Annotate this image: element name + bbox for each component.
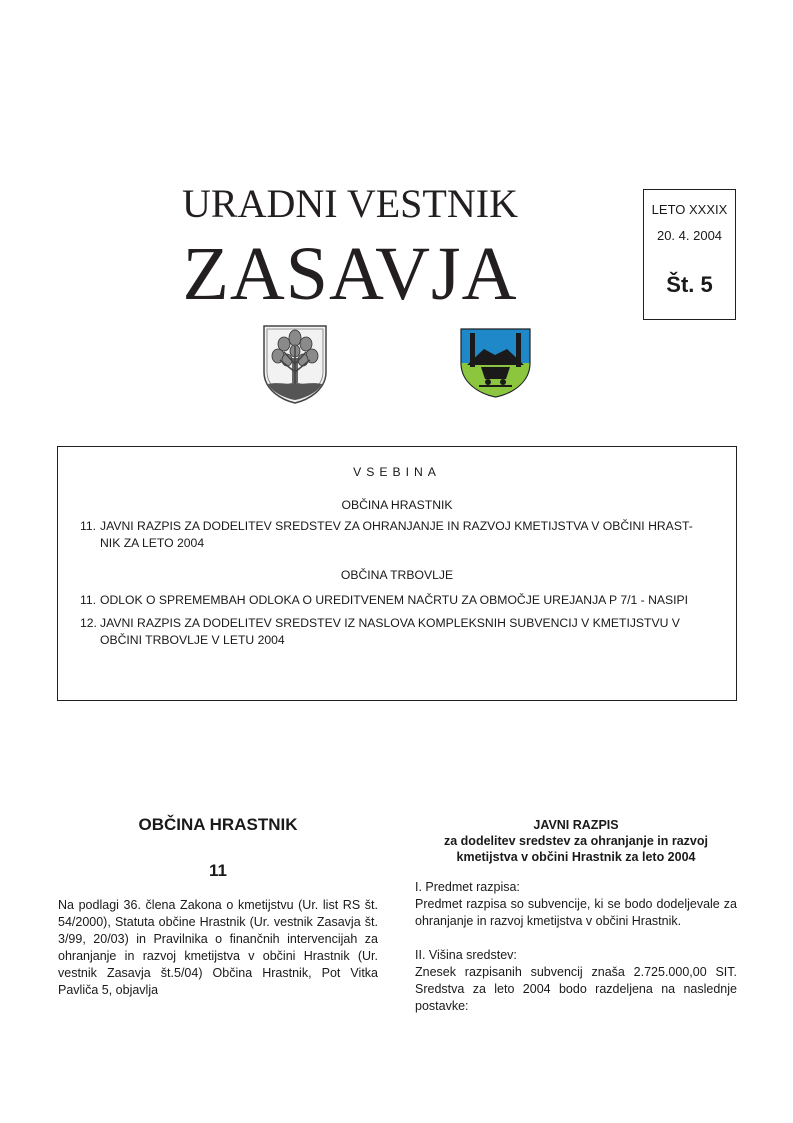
contents-item-title: ODLOK O SPREMEMBAH ODLOKA O UREDITVENEM NAČRTU ZA OBMOČJE UREJANJA P 7/1 - NASIPI [100, 593, 689, 607]
section-body: Predmet razpisa so subvencije, ki se bodo dodeljevale za ohranjanje in razvoj kmetijstva v občini Hrastnik. [415, 897, 737, 928]
tender-section-subject [415, 879, 737, 930]
preamble-text: Na podlagi 36. člena Zakona o kmetijstvu (Ur. list RS št. 54/2000), Statuta občine Hrastnik (Ur. vestnik Zasavja št. 3/99, 20/03) in Pravilnika o finančnih intervencijah za ohranjanje in razvoj kmetijstva v občini Hrastnik (Ur. vestnik Zasavja št.5/04) Občina Hrastnik, Pot Vitka Pavliča 5, objavlja [58, 898, 378, 997]
contents-section-hrastnik: OBČINA HRASTNIK [341, 498, 453, 512]
tender-section-amount [415, 947, 737, 1015]
contents-item-title: JAVNI RAZPIS ZA DODELITEV SREDSTEV ZA OHRANJANJE IN RAZVOJ KMETIJSTVA V OBČINI HRAST- [100, 519, 693, 533]
contents-item-title-cont: NIK ZA LETO 2004 [100, 536, 205, 550]
left-column [58, 815, 378, 999]
table-of-contents [57, 446, 737, 701]
section-title: II. Višina sredstev: [415, 948, 517, 962]
hrastnik-crest-icon [262, 324, 328, 404]
section-heading: OBČINA HRASTNIK [138, 815, 298, 834]
tender-heading [415, 817, 737, 865]
trbovlje-crest-icon [459, 327, 532, 399]
contents-item-number: 11. [80, 519, 97, 533]
publication-title: URADNI VESTNIK [182, 181, 518, 226]
contents-item[interactable] [80, 518, 720, 552]
section-body: Znesek razpisanih subvencij znaša 2.725.000,00 SIT. Sredstva za leto 2004 bodo razdeljena na naslednje postavke: [415, 965, 737, 1013]
publication-region-title: ZASAVJA [182, 232, 518, 316]
right-column [415, 817, 737, 1015]
contents-item[interactable] [80, 615, 720, 649]
section-title: I. Predmet razpisa: [415, 880, 520, 894]
issue-year: LETO XXXIX [651, 202, 728, 217]
tender-title: JAVNI RAZPIS [533, 818, 619, 832]
contents-item-number: 12. [80, 616, 97, 630]
contents-item-number: 11. [80, 593, 97, 607]
act-number: 11 [209, 861, 227, 880]
contents-heading: VSEBINA [353, 465, 441, 479]
contents-item[interactable] [80, 592, 720, 609]
contents-item-title: JAVNI RAZPIS ZA DODELITEV SREDSTEV IZ NASLOVA KOMPLEKSNIH SUBVENCIJ V KMETIJSTVU V [100, 616, 680, 630]
tender-subtitle-2: kmetijstva v občini Hrastnik za leto 2004 [456, 850, 696, 864]
contents-item-title-cont: OBČINI TRBOVLJE V LETU 2004 [100, 633, 285, 647]
tender-subtitle-1: za dodelitev sredstev za ohranjanje in razvoj [444, 834, 708, 848]
issue-date: 20. 4. 2004 [656, 228, 723, 243]
issue-number: Št. 5 [666, 272, 713, 297]
issue-info-box [643, 189, 736, 320]
contents-section-trbovlje: OBČINA TRBOVLJE [340, 568, 454, 582]
